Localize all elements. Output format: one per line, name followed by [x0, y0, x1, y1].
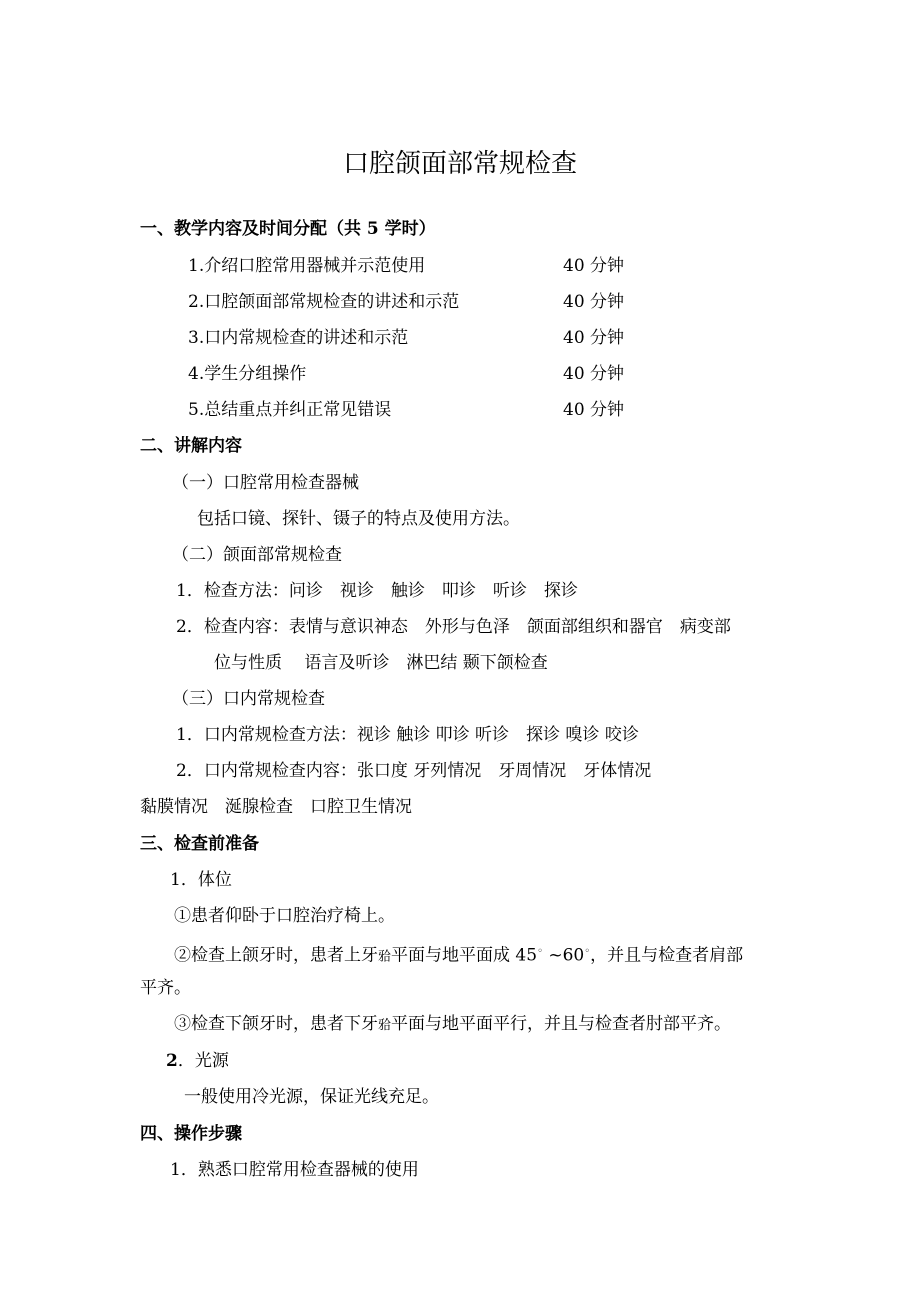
list-item: 1．体位 — [170, 870, 232, 890]
schedule-item-time: 40 分钟 — [563, 292, 625, 312]
schedule-item-time: 40 分钟 — [563, 364, 625, 384]
subsection-heading: （一）口腔常用检查器械 — [172, 473, 359, 493]
list-item: 1．检查方法：问诊 视诊 触诊 叩诊 听诊 探诊 — [176, 581, 578, 601]
paragraph: 一般使用冷光源，保证光线充足。 — [184, 1087, 439, 1107]
schedule-item-label: 1.介绍口腔常用器械并示范使用 — [188, 256, 426, 276]
list-text: ．光源 — [177, 1051, 229, 1071]
degree-mark: ◦ — [584, 946, 591, 957]
section-1-heading: 一、教学内容及时间分配（共 5 学时） — [140, 219, 436, 239]
schedule-item-time: 40 分钟 — [563, 400, 625, 420]
section-4-heading: 四、操作步骤 — [140, 1124, 242, 1144]
occlusal-glyph: 𬌗 — [378, 949, 392, 965]
document-title: 口腔颌面部常规检查 — [342, 149, 577, 179]
list-item: 1．口内常规检查方法：视诊 触诊 叩诊 听诊 探诊 嗅诊 咬诊 — [176, 725, 639, 745]
subsection-heading: （二）颌面部常规检查 — [172, 545, 342, 565]
list-item: 1．熟悉口腔常用检查器械的使用 — [170, 1160, 419, 1180]
paragraph-text: 平面与地平面成 45 — [391, 945, 538, 966]
paragraph — [174, 1013, 731, 1037]
paragraph — [174, 941, 743, 969]
schedule-item-label: 5.总结重点并纠正常见错误 — [188, 400, 392, 420]
schedule-item-time: 40 分钟 — [563, 256, 625, 276]
paragraph: ①患者仰卧于口腔治疗椅上。 — [174, 906, 395, 926]
section-2-heading: 二、讲解内容 — [140, 436, 242, 456]
paragraph-text: ②检查上颌牙时，患者上牙 — [174, 945, 378, 966]
schedule-item-label: 3.口内常规检查的讲述和示范 — [188, 328, 409, 348]
list-item: 2．口内常规检查内容：张口度 牙列情况 牙周情况 牙体情况 — [176, 761, 652, 781]
paragraph-text: ，并且与检查者肩部 — [590, 945, 744, 966]
paragraph-text: 平面与地平面平行，并且与检查者肘部平齐。 — [391, 1014, 732, 1034]
subsection-heading: （三）口内常规检查 — [172, 689, 325, 709]
schedule-item-time: 40 分钟 — [563, 328, 625, 348]
paragraph-continuation: 平齐。 — [140, 978, 191, 998]
occlusal-glyph: 𬌗 — [378, 1018, 392, 1033]
degree-mark: ◦ — [537, 946, 543, 957]
list-item-continuation: 黏膜情况 涎腺检查 口腔卫生情况 — [140, 797, 412, 817]
schedule-item-label: 4.学生分组操作 — [188, 364, 307, 384]
paragraph-text: ③检查下颌牙时，患者下牙 — [174, 1014, 378, 1034]
list-item-continuation: 位与性质 语言及听诊 淋巴结 颞下颌检查 — [214, 653, 548, 673]
list-item: 2．检查内容：表情与意识神态 外形与色泽 颌面部组织和器官 病变部 — [176, 617, 731, 637]
paragraph: 包括口镜、探针、镊子的特点及使用方法。 — [197, 509, 520, 529]
schedule-item-label: 2.口腔颌面部常规检查的讲述和示范 — [188, 292, 460, 312]
list-number: 2 — [166, 1051, 178, 1071]
section-3-heading: 三、检查前准备 — [140, 834, 259, 854]
list-item — [166, 1050, 229, 1072]
paragraph-text: ~60 — [542, 945, 585, 966]
